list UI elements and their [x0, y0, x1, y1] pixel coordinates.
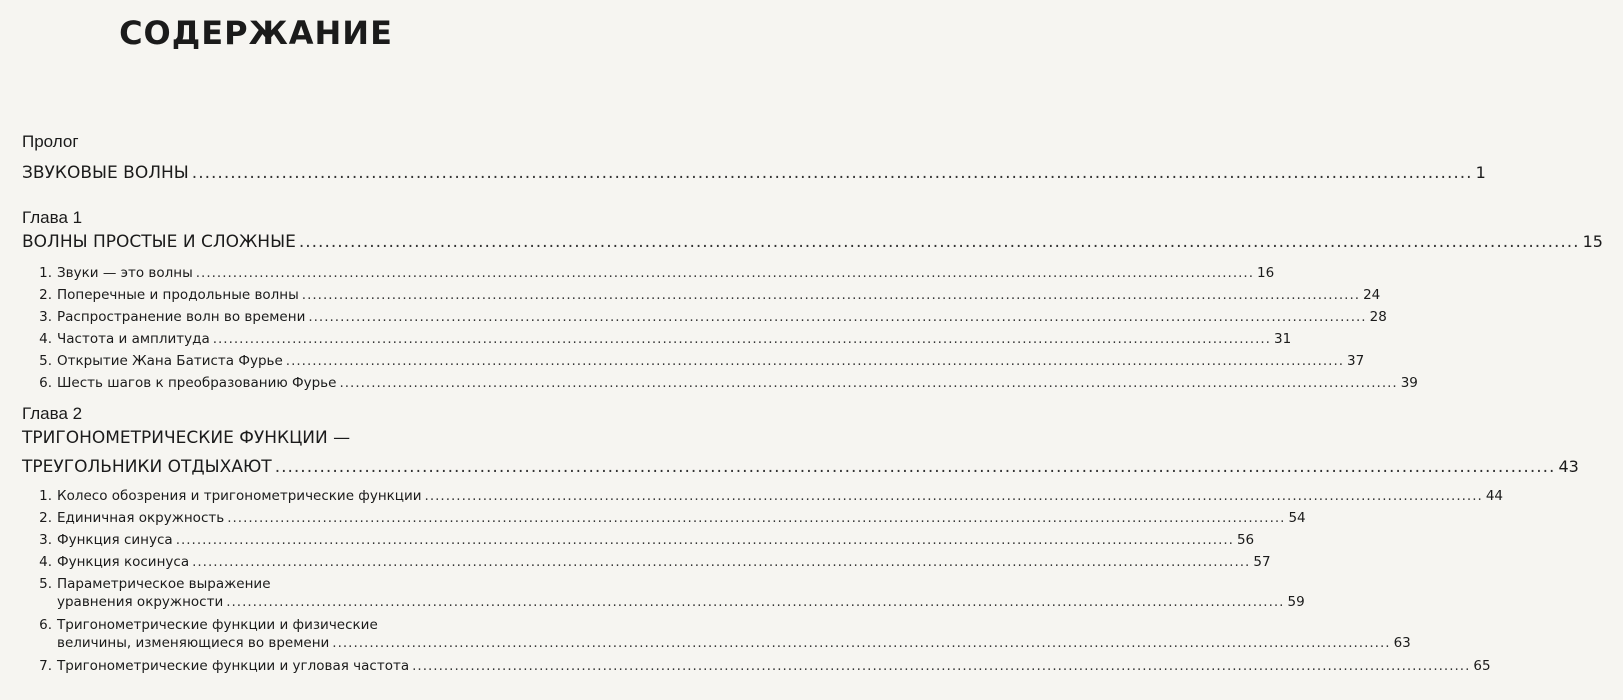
item-number: 5.	[39, 353, 52, 369]
page-number: 54	[1288, 510, 1306, 526]
leader-dots: ........................................................................................................................................................................................................	[226, 594, 1285, 610]
toc-item-line1[interactable]	[0, 576, 512, 592]
toc-item[interactable]	[0, 510, 1306, 526]
page-number: 44	[1485, 488, 1503, 504]
page-number: 43	[1558, 457, 1579, 476]
toc-item[interactable]	[0, 488, 1503, 504]
item-title: Тригонометрические функции и физические	[57, 617, 378, 633]
page-number: 15	[1582, 232, 1603, 251]
item-title-cont: уравнения окружности	[57, 594, 224, 610]
item-number: 2.	[39, 287, 52, 303]
toc-entry-prologue[interactable]	[0, 163, 1486, 183]
page-number: 16	[1257, 265, 1275, 281]
page-number: 39	[1400, 375, 1418, 391]
toc-item[interactable]	[0, 635, 1411, 651]
item-title: Колесо обозрения и тригонометрические функции	[57, 488, 422, 504]
leader-dots: ........................................................................................................................................................................................................	[308, 309, 1367, 325]
page-number: 24	[1363, 287, 1381, 303]
page-number: 31	[1273, 331, 1292, 347]
leader-dots: ........................................................................................................................................................................................................	[195, 265, 1255, 281]
toc-item-line1[interactable]	[0, 617, 512, 633]
toc-item[interactable]	[0, 532, 1255, 548]
item-title: Единичная окружность	[57, 510, 225, 526]
leader-dots: ........................................................................................................................................................................................................	[298, 232, 1580, 252]
page-number: 28	[1369, 309, 1387, 325]
item-number: 1.	[39, 265, 52, 281]
item-number: 1.	[39, 488, 52, 504]
toc-item[interactable]	[0, 594, 1305, 610]
chapter2-label: Глава 2	[22, 404, 83, 423]
leader-dots: ........................................................................................................................................................................................................	[412, 658, 1471, 674]
page-number: 56	[1236, 532, 1255, 548]
item-title: Звуки — это волны	[57, 265, 193, 281]
leader-dots: ........................................................................................................................................................................................................	[227, 510, 1286, 526]
prologue-label: Пролог	[22, 132, 79, 151]
item-number: 3.	[39, 309, 52, 325]
item-title: Тригонометрические функции и угловая частота	[57, 658, 410, 674]
item-title-cont: величины, изменяющиеся во времени	[57, 635, 330, 651]
item-title: Функция синуса	[57, 532, 173, 548]
item-number: 4.	[39, 554, 52, 570]
leader-dots: ........................................................................................................................................................................................................	[301, 287, 1361, 303]
page-number: 57	[1253, 554, 1271, 570]
leader-dots: ........................................................................................................................................................................................................	[212, 331, 1271, 347]
item-title: Функция косинуса	[57, 554, 190, 570]
chapter2-heading-line2: ТРЕУГОЛЬНИКИ ОТДЫХАЮТ	[22, 457, 272, 477]
page-number: 37	[1347, 353, 1365, 369]
leader-dots: ........................................................................................................................................................................................................	[175, 532, 1234, 548]
toc-item[interactable]	[0, 353, 1365, 369]
chapter2-heading-line1[interactable]: ТРИГОНОМЕТРИЧЕСКИЕ ФУНКЦИИ —	[22, 428, 351, 448]
toc-item[interactable]	[0, 287, 1381, 303]
toc-item[interactable]	[0, 309, 1387, 325]
leader-dots: ........................................................................................................................................................................................................	[424, 488, 1483, 504]
item-number: 2.	[39, 510, 52, 526]
leader-dots: ........................................................................................................................................................................................................	[191, 163, 1473, 183]
leader-dots: ........................................................................................................................................................................................................	[274, 457, 1556, 477]
page-title: СОДЕРЖАНИЕ	[119, 14, 393, 52]
leader-dots: ........................................................................................................................................................................................................	[192, 554, 1251, 570]
toc-entry-chapter1[interactable]	[0, 232, 1603, 252]
toc-entry-chapter2[interactable]	[0, 457, 1579, 477]
item-number: 4.	[39, 331, 52, 347]
item-title: Параметрическое выражение	[57, 576, 271, 592]
page-number: 59	[1287, 594, 1305, 610]
leader-dots: ........................................................................................................................................................................................................	[332, 635, 1391, 651]
toc-item[interactable]	[0, 658, 1491, 674]
item-title: Распространение волн во времени	[57, 309, 306, 325]
item-number: 6.	[39, 617, 52, 633]
item-number: 3.	[39, 532, 52, 548]
prologue-heading: ЗВУКОВЫЕ ВОЛНЫ	[22, 163, 189, 183]
page-number: 65	[1473, 658, 1491, 674]
chapter1-heading: ВОЛНЫ ПРОСТЫЕ И СЛОЖНЫЕ	[22, 232, 296, 252]
toc-item[interactable]	[0, 554, 1271, 570]
chapter1-label: Глава 1	[22, 208, 83, 227]
leader-dots: ........................................................................................................................................................................................................	[339, 375, 1398, 391]
toc-item[interactable]	[0, 331, 1292, 347]
item-title: Поперечные и продольные волны	[57, 287, 299, 303]
item-number: 6.	[39, 375, 52, 391]
item-title: Шесть шагов к преобразованию Фурье	[57, 375, 337, 391]
page-number: 1	[1475, 163, 1486, 182]
toc-item[interactable]	[0, 265, 1275, 281]
item-title: Частота и амплитуда	[57, 331, 210, 347]
item-title: Открытие Жана Батиста Фурье	[57, 353, 283, 369]
page-number: 63	[1393, 635, 1411, 651]
toc-item[interactable]	[0, 375, 1418, 391]
leader-dots: ........................................................................................................................................................................................................	[285, 353, 1345, 369]
item-number: 7.	[39, 658, 52, 674]
item-number: 5.	[39, 576, 52, 592]
